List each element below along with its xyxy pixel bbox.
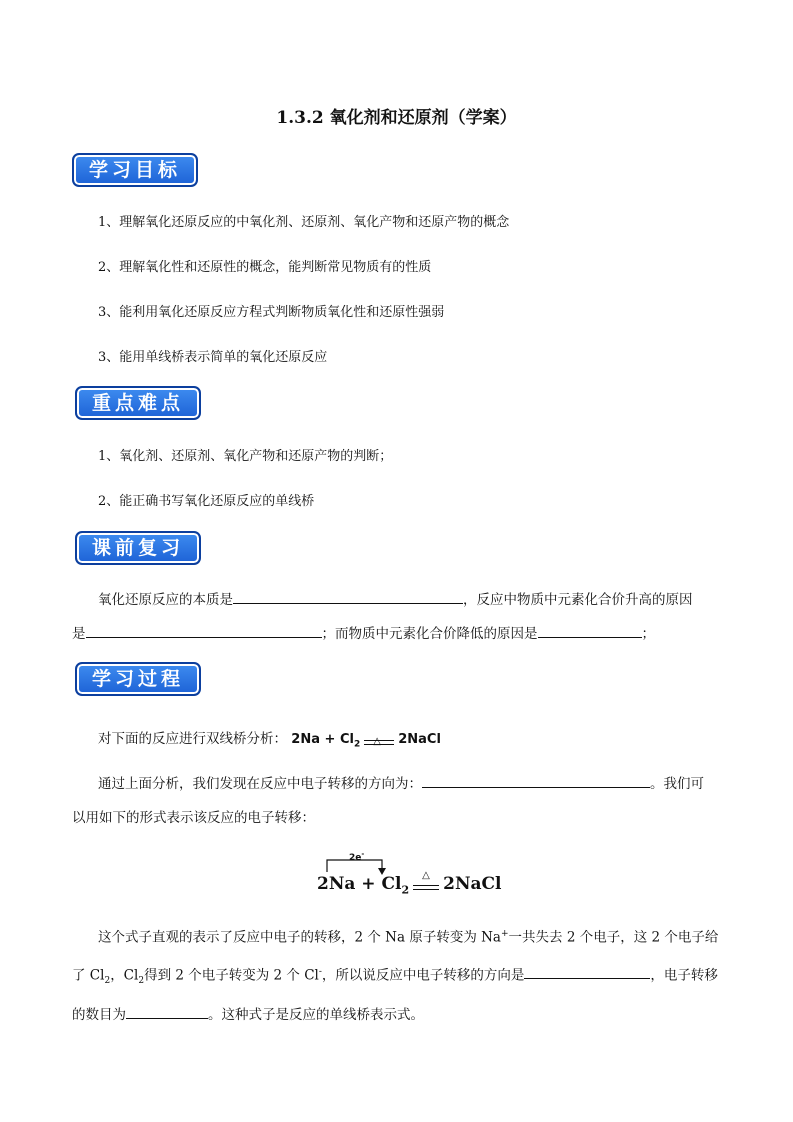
subscript: 2: [104, 975, 111, 986]
key-point-item: 2、能正确书写氧化还原反应的单线桥: [98, 494, 315, 509]
equation-reactants: 2Na + Cl: [291, 732, 354, 747]
process-text: 。这种式子是反应的单线桥表示式。: [208, 1006, 424, 1023]
review-text: ，反应中物质中元素化合价升高的原因: [463, 592, 693, 608]
goal-item: 3、能利用氧化还原反应方程式判断物质氧化性和还原性强弱: [98, 305, 445, 320]
review-paragraph: [72, 583, 722, 651]
delta-icon: △: [373, 735, 381, 747]
process-text: 的数目为: [72, 1006, 126, 1023]
superscript: -: [318, 966, 322, 977]
process-text: 这个式子直观的表示了反应中电子的转移，2 个 Na 原子转变为 Na: [98, 929, 501, 946]
heat-condition-sign: [413, 869, 439, 892]
page-title: 1.3.2 氧化剂和还原剂（学案）: [276, 108, 517, 128]
process-text: ，Cl: [110, 967, 139, 983]
review-text: 氧化还原反应的本质是: [98, 592, 233, 608]
intro-text: 对下面的反应进行双线桥分析：: [98, 731, 287, 747]
section-badge-key-points: 重点难点: [75, 386, 201, 420]
process-text: 。我们可: [650, 776, 704, 792]
process-intro: [72, 722, 722, 762]
equation-product: 2NaCl: [398, 732, 441, 747]
answer-blank[interactable]: [538, 636, 642, 638]
process-text: 通过上面分析，我们发现在反应中电子转移的方向为：: [98, 776, 422, 792]
review-text: ；而物质中元素化合价降低的原因是: [321, 626, 538, 642]
equation: [291, 732, 441, 750]
electron-count-label: 2e-: [349, 850, 365, 863]
section-badge-review: 课前复习: [75, 531, 201, 565]
heat-condition-sign: [364, 733, 394, 747]
process-text: 了 Cl: [72, 967, 105, 983]
bridge-equation: $2Na + Cl_2$ △ 2NaCl: [317, 869, 502, 897]
answer-blank[interactable]: [422, 786, 650, 788]
superscript: +: [500, 929, 509, 939]
goal-item: 1、理解氧化还原反应的中氧化剂、还原剂、氧化产物和还原产物的概念: [98, 215, 510, 230]
review-text: 是: [72, 626, 86, 642]
answer-blank[interactable]: [233, 602, 463, 604]
subscript: 2: [138, 975, 145, 986]
equation-subscript: 2: [353, 739, 361, 750]
process-text: ，所以说反应中电子转移的方向是: [321, 967, 525, 983]
answer-blank[interactable]: [126, 1017, 208, 1019]
goal-item: 2、理解氧化性和还原性的概念，能判断常见物质有的性质: [98, 260, 432, 275]
process-text: 得到 2 个电子转变为 2 个 Cl: [144, 967, 319, 983]
key-point-item: 1、氧化剂、还原剂、氧化产物和还原产物的判断；: [98, 449, 393, 464]
answer-blank[interactable]: [86, 636, 322, 638]
process-paragraph-1: [72, 767, 722, 835]
process-text: 以用如下的形式表示该反应的电子转移：: [72, 810, 315, 826]
section-badge-process: 学习过程: [75, 662, 201, 696]
section-badge-goals: 学习目标: [72, 153, 198, 187]
delta-icon: △: [422, 869, 430, 881]
review-text: ；: [641, 626, 655, 642]
process-paragraph-2: [72, 917, 722, 1032]
process-text: 一共失去 2 个电子，这 2 个电子给: [508, 929, 719, 946]
single-bridge-diagram: [317, 850, 502, 900]
answer-blank[interactable]: [524, 977, 650, 979]
goal-item: 3、能用单线桥表示简单的氧化还原反应: [98, 350, 328, 365]
process-text: ，电子转移: [650, 967, 718, 983]
